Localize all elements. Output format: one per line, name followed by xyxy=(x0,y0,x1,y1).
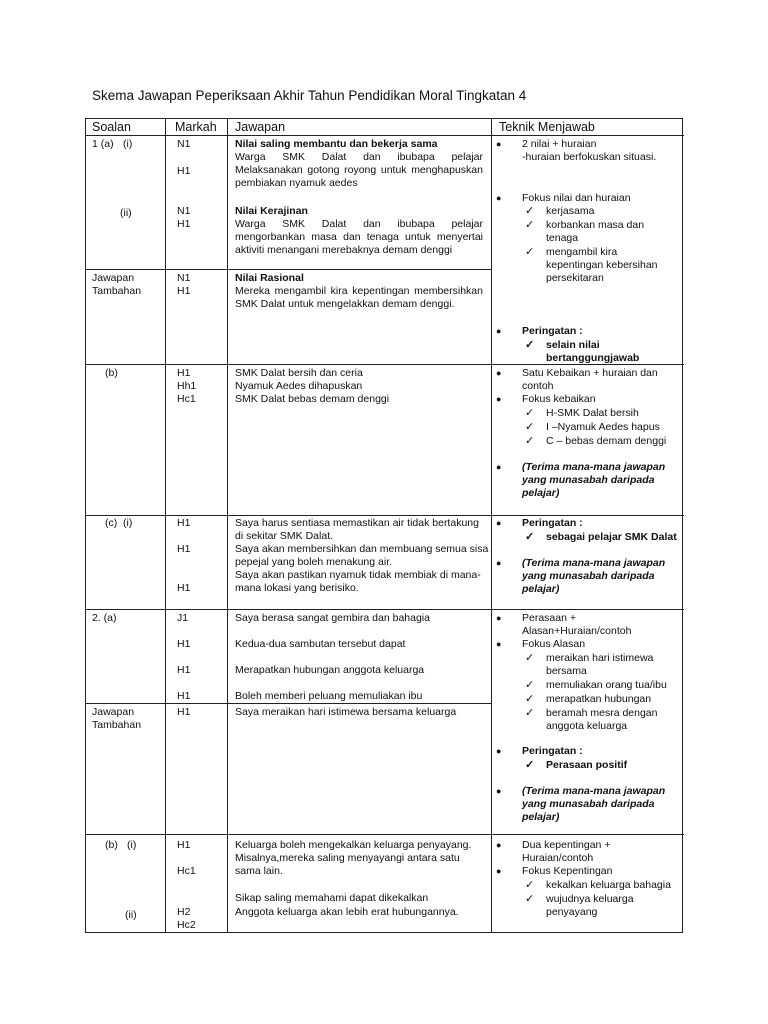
teknik-check-text: Perasaan positif xyxy=(546,759,628,771)
jawapan-text: Saya meraikan hari istimewa bersama keluarga xyxy=(235,706,457,718)
teknik-text: Perasaan + xyxy=(522,612,576,624)
markah-value: H1 xyxy=(177,706,191,718)
jawapan-nilai: Nilai Rasional xyxy=(235,272,304,284)
jawapan-text: Keluarga boleh mengekalkan keluarga penyayang. xyxy=(235,839,472,851)
checkmark-icon: ✓ xyxy=(525,219,535,231)
teknik-check-text: I –Nyamuk Aedes hapus xyxy=(546,421,660,433)
jawapan-nilai: Nilai saling membantu dan bekerja sama xyxy=(235,138,438,150)
teknik-check-text: C – bebas demam denggi xyxy=(546,435,667,447)
jawapan-tambahan-label: Jawapan xyxy=(92,706,135,718)
bullet-icon: ● xyxy=(496,326,502,336)
teknik-check-text: penyayang xyxy=(546,906,598,918)
markah-value: H1 xyxy=(177,543,191,555)
bullet-icon: ● xyxy=(496,746,502,756)
checkmark-icon: ✓ xyxy=(525,652,535,664)
markah-value: Hc1 xyxy=(177,865,196,877)
teknik-check-text: anggota keluarga xyxy=(546,720,628,732)
page-title: Skema Jawapan Peperiksaan Akhir Tahun Pendidikan Moral Tingkatan 4 xyxy=(92,88,527,103)
markah-value: H1 xyxy=(177,582,191,594)
bullet-icon: ● xyxy=(496,866,502,876)
row-divider xyxy=(86,609,684,610)
teknik-text: Fokus Alasan xyxy=(522,638,586,650)
teknik-text: Dua kepentingan + xyxy=(522,839,611,851)
teknik-note: (Terima mana-mana jawapan xyxy=(522,461,666,473)
jawapan-text: SMK Dalat bebas demam denggi xyxy=(235,393,390,405)
teknik-check-text: sebagai pelajar SMK Dalat xyxy=(546,531,677,543)
bullet-icon: ● xyxy=(496,139,502,149)
checkmark-icon: ✓ xyxy=(525,421,535,433)
markah-value: J1 xyxy=(177,612,189,624)
teknik-text: Fokus kebaikan xyxy=(522,393,596,405)
bullet-icon: ● xyxy=(496,840,502,850)
teknik-note: pelajar) xyxy=(522,811,560,823)
teknik-check-text: selain nilai xyxy=(546,339,600,351)
teknik-text: Fokus Kepentingan xyxy=(522,865,613,877)
teknik-note: pelajar) xyxy=(522,583,560,595)
bullet-icon: ● xyxy=(496,639,502,649)
checkmark-icon: ✓ xyxy=(525,707,535,719)
answer-scheme-table xyxy=(85,118,683,933)
jawapan-text: di sekitar SMK Dalat. xyxy=(235,530,334,542)
checkmark-icon: ✓ xyxy=(525,435,535,447)
checkmark-icon: ✓ xyxy=(525,879,535,891)
bullet-icon: ● xyxy=(496,462,502,472)
checkmark-icon: ✓ xyxy=(525,339,535,351)
jawapan-huraian: Warga SMK Dalat dan ibubapa pelajar Melaksanakan gotong royong untuk menghapuskan pembiakan nyamuk aedes xyxy=(235,151,483,189)
bullet-icon: ● xyxy=(496,368,502,378)
markah-value: H1 xyxy=(177,218,191,230)
teknik-check-text: bertanggungjawab xyxy=(546,352,640,364)
row-divider xyxy=(86,703,491,704)
markah-value: N1 xyxy=(177,205,191,217)
teknik-peringatan: Peringatan : xyxy=(522,517,583,529)
soalan-label: 1 (a) xyxy=(92,138,114,150)
teknik-note: pelajar) xyxy=(522,487,560,499)
teknik-text: contoh xyxy=(522,380,554,392)
jawapan-text: Saya berasa sangat gembira dan bahagia xyxy=(235,612,430,624)
jawapan-text: Boleh memberi peluang memuliakan ibu xyxy=(235,690,423,702)
markah-value: Hc1 xyxy=(177,393,196,405)
teknik-text: Huraian/contoh xyxy=(522,852,594,864)
teknik-note: yang munasabah daripada xyxy=(522,570,655,582)
teknik-check-text: persekitaran xyxy=(546,272,604,284)
markah-value: Hc2 xyxy=(177,919,196,931)
row-divider xyxy=(86,834,684,835)
column-divider xyxy=(491,119,492,932)
column-divider xyxy=(227,119,228,932)
teknik-peringatan: Peringatan : xyxy=(522,325,583,337)
teknik-check-text: beramah mesra dengan xyxy=(546,707,658,719)
markah-value: H1 xyxy=(177,638,191,650)
jawapan-text: Sikap saling memahami dapat dikekalkan xyxy=(235,892,429,904)
checkmark-icon: ✓ xyxy=(525,407,535,419)
markah-value: N1 xyxy=(177,138,191,150)
jawapan-tambahan-label: Jawapan xyxy=(92,272,135,284)
jawapan-huraian: Warga SMK Dalat dan ibubapa pelajar mengorbankan masa dan tenaga untuk menyertai aktiviti menangani merebaknya demam denggi xyxy=(235,218,483,256)
jawapan-tambahan-label: Tambahan xyxy=(92,285,142,297)
teknik-text: 2 nilai + huraian xyxy=(522,138,597,150)
checkmark-icon: ✓ xyxy=(525,246,535,258)
jawapan-text: Kedua-dua sambutan tersebut dapat xyxy=(235,638,406,650)
teknik-check-text: kerjasama xyxy=(546,205,595,217)
teknik-text: -huraian berfokuskan situasi. xyxy=(522,151,657,163)
checkmark-icon: ✓ xyxy=(525,759,535,771)
header-markah: Markah xyxy=(175,120,217,134)
markah-value: H1 xyxy=(177,517,191,529)
teknik-note: yang munasabah daripada xyxy=(522,798,655,810)
bullet-icon: ● xyxy=(496,193,502,203)
header-teknik-menjawab: Teknik Menjawab xyxy=(499,120,595,134)
checkmark-icon: ✓ xyxy=(525,531,535,543)
bullet-icon: ● xyxy=(496,558,502,568)
teknik-text: Fokus nilai dan huraian xyxy=(522,192,631,204)
jawapan-tambahan-label: Tambahan xyxy=(92,719,142,731)
checkmark-icon: ✓ xyxy=(525,693,535,705)
teknik-check-text: mengambil kira xyxy=(546,246,618,258)
jawapan-text: mana lokasi yang berisiko. xyxy=(235,582,359,594)
bullet-icon: ● xyxy=(496,518,502,528)
teknik-check-text: meraikan hari istimewa xyxy=(546,652,654,664)
soalan-sub-label: (ii) xyxy=(125,909,137,921)
markah-value: N1 xyxy=(177,272,191,284)
jawapan-text: Saya harus sentiasa memastikan air tidak bertakung xyxy=(235,517,479,529)
bullet-icon: ● xyxy=(496,394,502,404)
row-divider xyxy=(86,269,491,270)
teknik-check-text: merapatkan hubungan xyxy=(546,693,652,705)
soalan-sub-label: (i) xyxy=(127,839,137,851)
teknik-check-text: kepentingan kebersihan xyxy=(546,259,658,271)
teknik-check-text: wujudnya keluarga xyxy=(546,893,634,905)
checkmark-icon: ✓ xyxy=(525,205,535,217)
soalan-sub-label: (i) xyxy=(123,138,133,150)
teknik-check-text: tenaga xyxy=(546,232,579,244)
column-divider xyxy=(165,119,166,932)
jawapan-text: Anggota keluarga akan lebih erat hubungannya. xyxy=(235,906,459,918)
bullet-icon: ● xyxy=(496,786,502,796)
teknik-note: yang munasabah daripada xyxy=(522,474,655,486)
markah-value: H1 xyxy=(177,690,191,702)
teknik-check-text: bersama xyxy=(546,665,587,677)
markah-value: H1 xyxy=(177,839,191,851)
teknik-text: Satu Kebaikan + huraian dan xyxy=(522,367,658,379)
soalan-label: 2. (a) xyxy=(92,612,117,624)
markah-value: H2 xyxy=(177,906,191,918)
jawapan-text: Merapatkan hubungan anggota keluarga xyxy=(235,664,425,676)
jawapan-text: SMK Dalat bersih dan ceria xyxy=(235,367,363,379)
jawapan-nilai: Nilai Kerajinan xyxy=(235,205,308,217)
bullet-icon: ● xyxy=(496,613,502,623)
teknik-check-text: H-SMK Dalat bersih xyxy=(546,407,639,419)
jawapan-huraian: Mereka mengambil kira kepentingan membersihkan SMK Dalat untuk mengelakkan demam denggi. xyxy=(235,285,483,310)
checkmark-icon: ✓ xyxy=(525,893,535,905)
row-divider xyxy=(86,135,684,136)
checkmark-icon: ✓ xyxy=(525,679,535,691)
markah-value: H1 xyxy=(177,165,191,177)
teknik-note: (Terima mana-mana jawapan xyxy=(522,785,666,797)
teknik-check-text: korbankan masa dan xyxy=(546,219,645,231)
markah-value: H1 xyxy=(177,285,191,297)
jawapan-text: sama lain. xyxy=(235,865,283,877)
teknik-note: (Terima mana-mana jawapan xyxy=(522,557,666,569)
jawapan-text: Saya akan pastikan nyamuk tidak membiak di mana- xyxy=(235,569,481,581)
markah-value: Hh1 xyxy=(177,380,197,392)
jawapan-text: Misalnya,mereka saling menyayangi antara satu xyxy=(235,852,460,864)
jawapan-text: pepejal yang boleh menakung air. xyxy=(235,556,393,568)
jawapan-text: Saya akan membersihkan dan membuang semua sisa xyxy=(235,543,489,555)
soalan-sub-label: (ii) xyxy=(120,207,132,219)
soalan-label: (b) xyxy=(105,839,118,851)
soalan-label: (c) xyxy=(105,517,118,529)
header-soalan: Soalan xyxy=(92,120,131,134)
header-jawapan: Jawapan xyxy=(235,120,286,134)
row-divider xyxy=(86,515,684,516)
markah-value: H1 xyxy=(177,664,191,676)
soalan-sub-label: (i) xyxy=(123,517,133,529)
jawapan-text: Nyamuk Aedes dihapuskan xyxy=(235,380,363,392)
teknik-check-text: kekalkan keluarga bahagia xyxy=(546,879,671,891)
markah-value: H1 xyxy=(177,367,191,379)
teknik-peringatan: Peringatan : xyxy=(522,745,583,757)
teknik-check-text: memuliakan orang tua/ibu xyxy=(546,679,667,691)
teknik-text: Alasan+Huraian/contoh xyxy=(522,625,632,637)
soalan-label: (b) xyxy=(105,367,118,379)
